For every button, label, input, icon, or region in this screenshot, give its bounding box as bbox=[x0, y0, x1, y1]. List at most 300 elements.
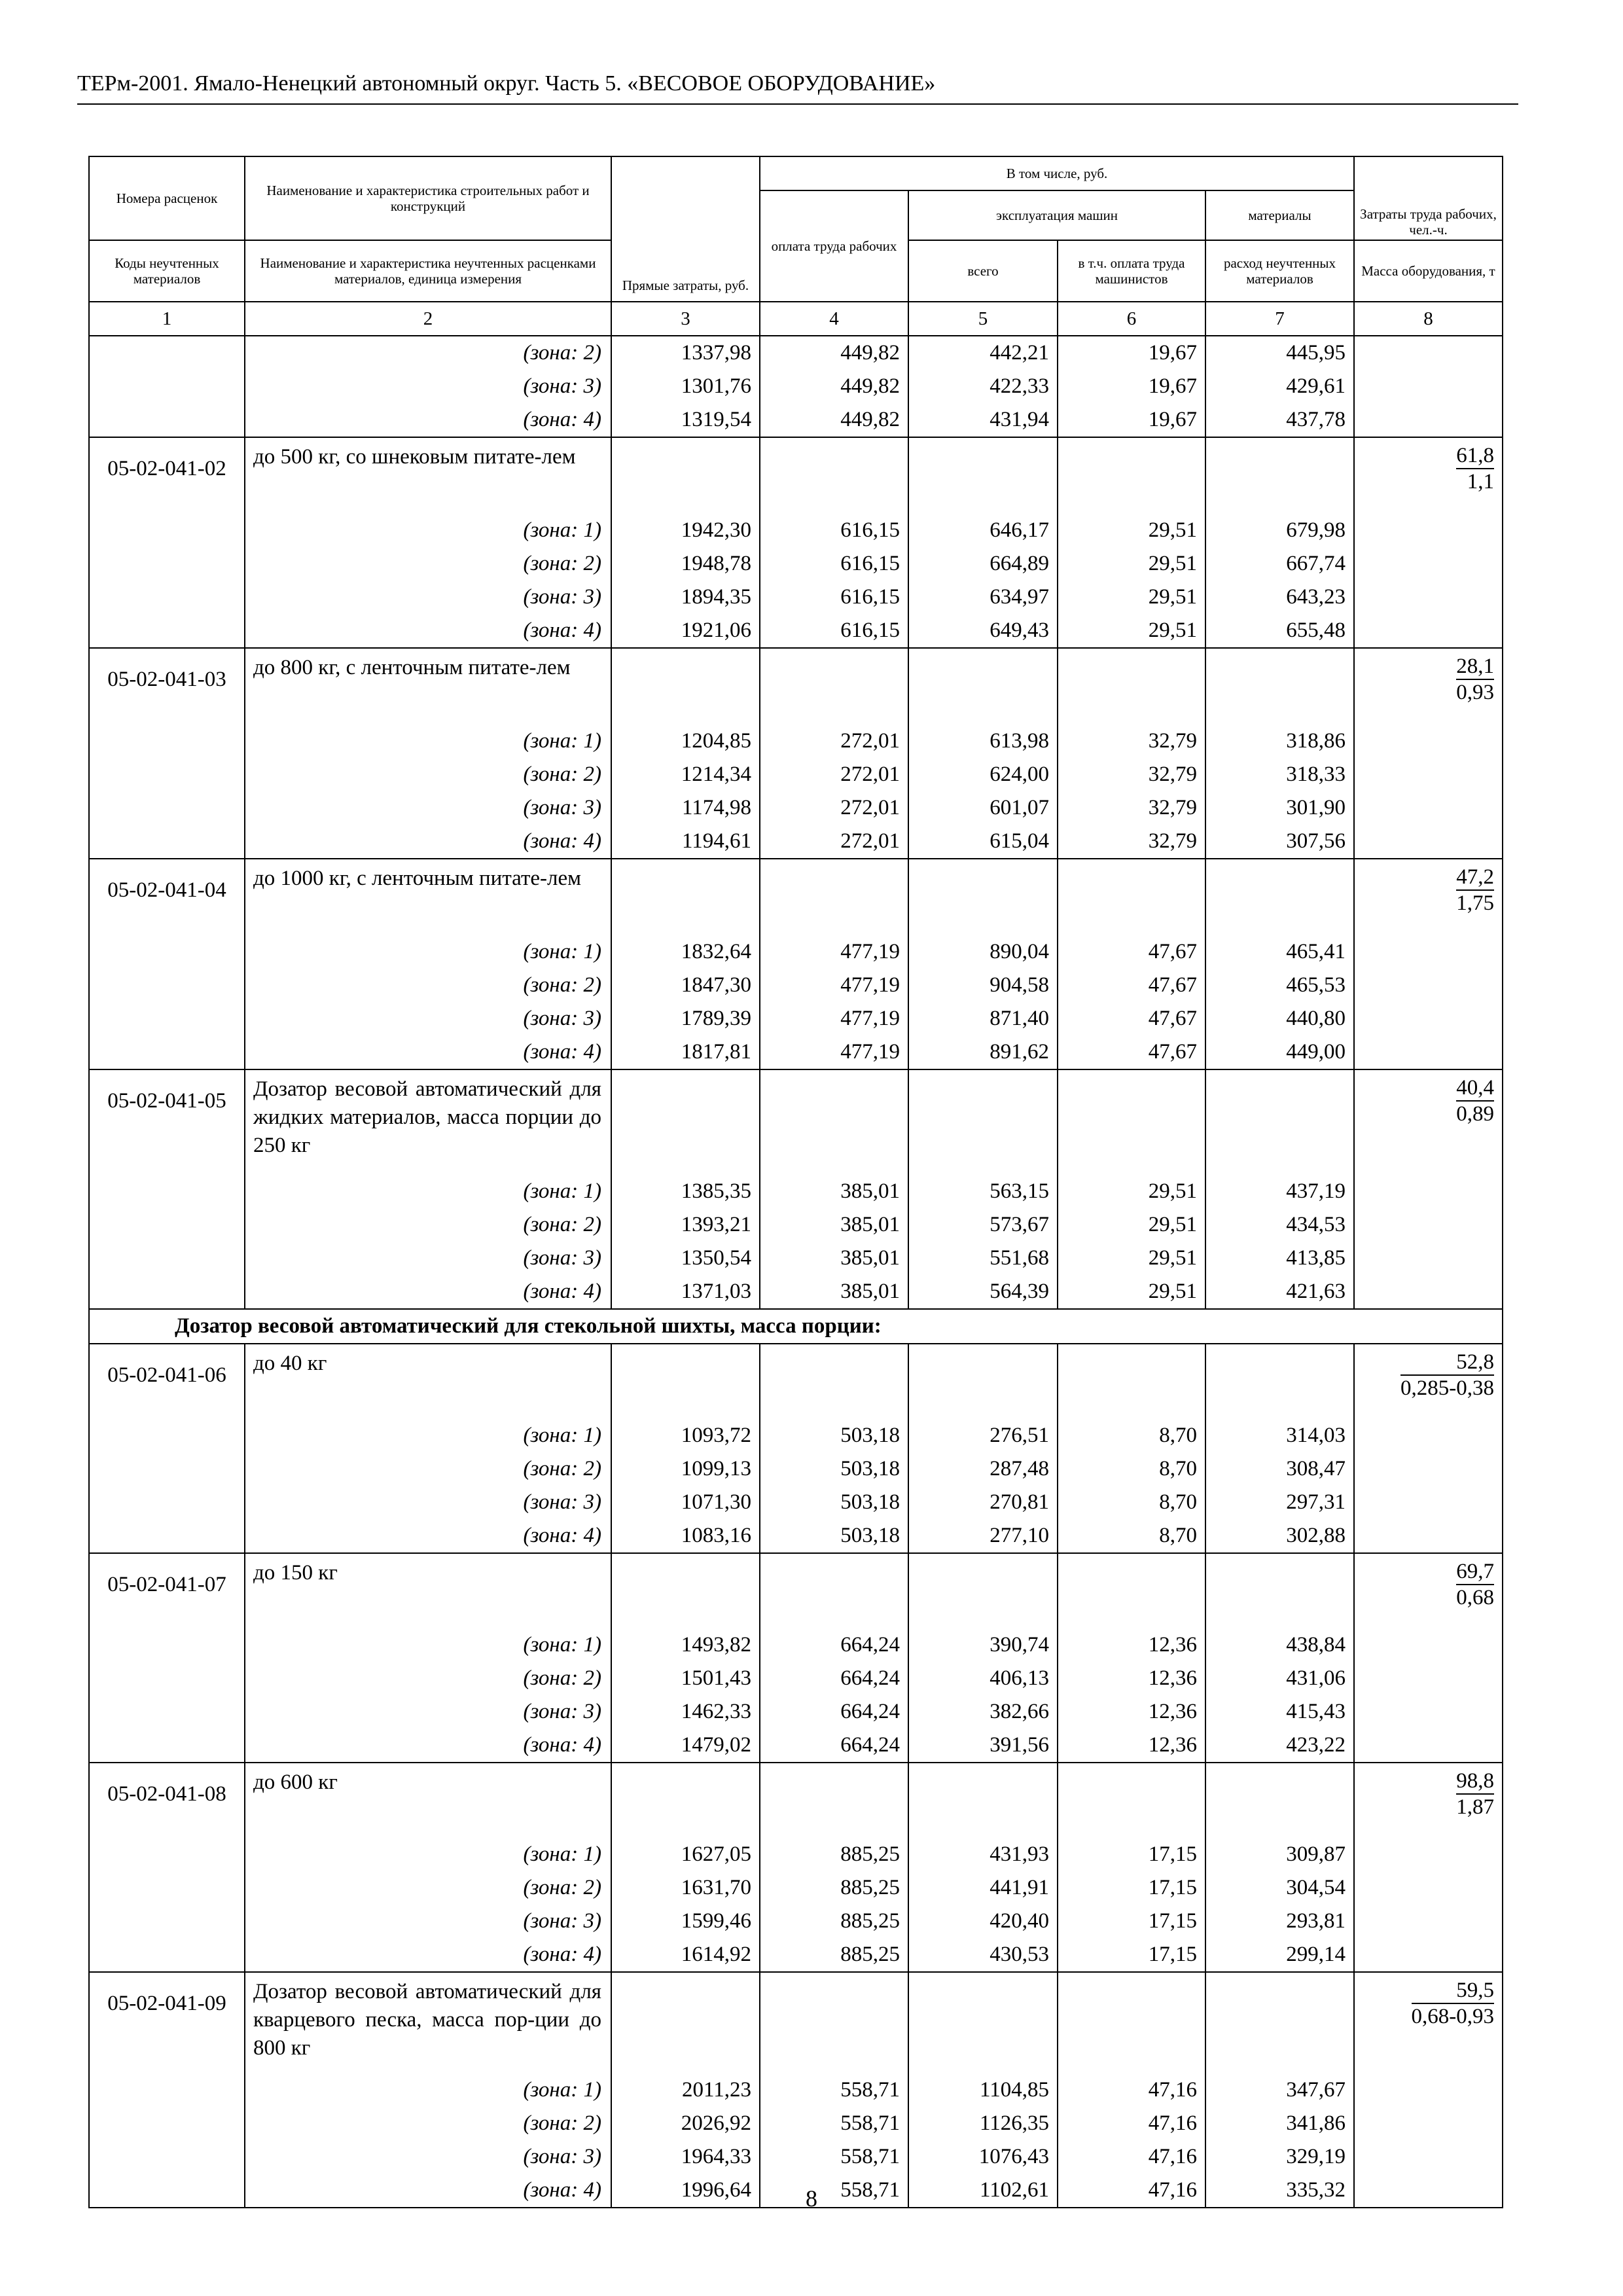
zone-cell bbox=[245, 1695, 611, 1729]
machinist-wage-cell: 19,67 bbox=[1058, 336, 1205, 370]
zone-label: (зона: 3) bbox=[523, 796, 601, 819]
machinist-wage-cell: 47,16 bbox=[1058, 2140, 1205, 2174]
code-cell-empty bbox=[89, 370, 245, 403]
zone-label: (зона: 4) bbox=[523, 408, 601, 431]
machinist-wage-cell: 29,51 bbox=[1058, 614, 1205, 648]
machine-total-cell: 276,51 bbox=[908, 1419, 1058, 1452]
code-cell-empty bbox=[89, 581, 245, 614]
code-cell-empty bbox=[89, 336, 245, 370]
direct-cost-cell: 1319,54 bbox=[611, 403, 760, 437]
table-row bbox=[89, 1242, 1503, 1275]
code-cell-empty bbox=[89, 791, 245, 825]
zone-cell bbox=[245, 825, 611, 859]
zone-cell bbox=[245, 1871, 611, 1905]
materials-cell: 667,74 bbox=[1205, 547, 1354, 581]
empty-cell bbox=[908, 1344, 1058, 1419]
table-row bbox=[89, 1486, 1503, 1519]
direct-cost-cell: 1393,21 bbox=[611, 1208, 760, 1242]
zone-cell bbox=[245, 1662, 611, 1695]
worker-wage-cell: 385,01 bbox=[760, 1175, 908, 1208]
zone-label: (зона: 2) bbox=[523, 973, 601, 997]
code-cell-empty bbox=[89, 1938, 245, 1972]
labor-hours: 47,2 bbox=[1456, 865, 1494, 889]
empty-cell bbox=[1058, 1069, 1205, 1175]
labor-cell-empty bbox=[1354, 1486, 1503, 1519]
rate-code: 05-02-041-07 bbox=[89, 1553, 245, 1628]
page-number: 8 bbox=[806, 2185, 817, 2212]
empty-cell bbox=[1205, 1069, 1354, 1175]
direct-cost-cell: 1371,03 bbox=[611, 1275, 760, 1309]
code-cell-empty bbox=[89, 1035, 245, 1069]
labor-mass-fraction bbox=[1456, 649, 1494, 705]
machine-total-cell: 664,89 bbox=[908, 547, 1058, 581]
materials-cell: 293,81 bbox=[1205, 1905, 1354, 1938]
materials-cell: 438,84 bbox=[1205, 1628, 1354, 1662]
zone-label: (зона: 2) bbox=[523, 552, 601, 575]
table-row bbox=[89, 336, 1503, 370]
machine-total-cell: 287,48 bbox=[908, 1452, 1058, 1486]
labor-mass-cell bbox=[1354, 648, 1503, 725]
direct-cost-cell: 2026,92 bbox=[611, 2107, 760, 2140]
column-number: 6 bbox=[1058, 302, 1205, 336]
worker-wage-cell: 616,15 bbox=[760, 514, 908, 547]
zone-label: (зона: 2) bbox=[523, 762, 601, 786]
direct-cost-cell: 1194,61 bbox=[611, 825, 760, 859]
machine-total-cell: 431,94 bbox=[908, 403, 1058, 437]
code-cell-empty bbox=[89, 725, 245, 758]
machinist-wage-cell: 12,36 bbox=[1058, 1695, 1205, 1729]
machinist-wage-cell: 29,51 bbox=[1058, 1208, 1205, 1242]
machinist-wage-cell: 19,67 bbox=[1058, 370, 1205, 403]
table-row bbox=[89, 935, 1503, 969]
table-row bbox=[89, 1452, 1503, 1486]
column-number: 3 bbox=[611, 302, 760, 336]
materials-cell: 335,32 bbox=[1205, 2174, 1354, 2208]
machinist-wage-cell: 8,70 bbox=[1058, 1486, 1205, 1519]
worker-wage-cell: 503,18 bbox=[760, 1486, 908, 1519]
labor-mass-cell bbox=[1354, 1344, 1503, 1419]
materials-cell: 347,67 bbox=[1205, 2073, 1354, 2107]
zone-label: (зона: 1) bbox=[523, 1179, 601, 1203]
table-row-header bbox=[89, 1069, 1503, 1175]
direct-cost-cell: 1614,92 bbox=[611, 1938, 760, 1972]
code-cell-empty bbox=[89, 1729, 245, 1763]
labor-mass-fraction bbox=[1456, 438, 1494, 494]
labor-cell-empty bbox=[1354, 581, 1503, 614]
zone-label: (зона: 4) bbox=[523, 1524, 601, 1547]
column-number: 8 bbox=[1354, 302, 1503, 336]
section-row bbox=[89, 1309, 1503, 1344]
table-row bbox=[89, 1838, 1503, 1871]
table-row bbox=[89, 1175, 1503, 1208]
direct-cost-cell: 2011,23 bbox=[611, 2073, 760, 2107]
machinist-wage-cell: 47,67 bbox=[1058, 969, 1205, 1002]
machine-total-cell: 601,07 bbox=[908, 791, 1058, 825]
empty-cell bbox=[1205, 1763, 1354, 1838]
zone-label: (зона: 3) bbox=[523, 2145, 601, 2168]
machinist-wage-cell: 19,67 bbox=[1058, 403, 1205, 437]
materials-cell: 465,53 bbox=[1205, 969, 1354, 1002]
direct-cost-cell: 1501,43 bbox=[611, 1662, 760, 1695]
empty-cell bbox=[1205, 859, 1354, 935]
equipment-mass: 1,87 bbox=[1456, 1793, 1494, 1820]
zone-cell bbox=[245, 1002, 611, 1035]
zone-label: (зона: 1) bbox=[523, 518, 601, 542]
zone-cell bbox=[245, 614, 611, 648]
zone-cell bbox=[245, 758, 611, 791]
machine-total-cell: 613,98 bbox=[908, 725, 1058, 758]
labor-cell-empty bbox=[1354, 1871, 1503, 1905]
empty-cell bbox=[760, 1763, 908, 1838]
table-row-header bbox=[89, 1344, 1503, 1419]
zone-cell bbox=[245, 1208, 611, 1242]
labor-cell-empty bbox=[1354, 1905, 1503, 1938]
table-row-header bbox=[89, 648, 1503, 725]
empty-cell bbox=[908, 859, 1058, 935]
machine-total-cell: 406,13 bbox=[908, 1662, 1058, 1695]
labor-hours: 40,4 bbox=[1456, 1076, 1494, 1100]
direct-cost-cell: 1948,78 bbox=[611, 547, 760, 581]
zone-cell bbox=[245, 969, 611, 1002]
direct-cost-cell: 1204,85 bbox=[611, 725, 760, 758]
empty-cell bbox=[1205, 1553, 1354, 1628]
materials-cell: 302,88 bbox=[1205, 1519, 1354, 1553]
labor-cell-empty bbox=[1354, 547, 1503, 581]
zone-cell bbox=[245, 547, 611, 581]
empty-cell bbox=[760, 859, 908, 935]
zone-cell bbox=[245, 1242, 611, 1275]
worker-wage-cell: 272,01 bbox=[760, 791, 908, 825]
machine-total-cell: 391,56 bbox=[908, 1729, 1058, 1763]
zone-label: (зона: 1) bbox=[523, 1424, 601, 1447]
direct-cost-cell: 1350,54 bbox=[611, 1242, 760, 1275]
table-row bbox=[89, 1905, 1503, 1938]
materials-cell: 423,22 bbox=[1205, 1729, 1354, 1763]
empty-cell bbox=[1058, 1344, 1205, 1419]
zone-cell bbox=[245, 1452, 611, 1486]
materials-cell: 307,56 bbox=[1205, 825, 1354, 859]
zone-cell bbox=[245, 1175, 611, 1208]
column-number: 1 bbox=[89, 302, 245, 336]
empty-cell bbox=[611, 437, 760, 514]
zone-label: (зона: 4) bbox=[523, 1733, 601, 1757]
machinist-wage-cell: 29,51 bbox=[1058, 514, 1205, 547]
zone-label: (зона: 4) bbox=[523, 1280, 601, 1303]
code-cell-empty bbox=[89, 2140, 245, 2174]
labor-cell-empty bbox=[1354, 825, 1503, 859]
worker-wage-cell: 477,19 bbox=[760, 935, 908, 969]
equipment-mass: 0,68 bbox=[1456, 1584, 1494, 1610]
zone-label: (зона: 4) bbox=[523, 2178, 601, 2202]
zone-cell bbox=[245, 791, 611, 825]
table-row bbox=[89, 614, 1503, 648]
empty-cell bbox=[1058, 1972, 1205, 2073]
materials-cell: 437,19 bbox=[1205, 1175, 1354, 1208]
zone-label: (зона: 2) bbox=[523, 1666, 601, 1690]
code-cell-empty bbox=[89, 1208, 245, 1242]
work-description: Дозатор весовой автоматический для кварцевого песка, масса пор-ции до 800 кг bbox=[245, 1972, 611, 2073]
rate-code: 05-02-041-09 bbox=[89, 1972, 245, 2073]
code-cell-empty bbox=[89, 547, 245, 581]
labor-cell-empty bbox=[1354, 1662, 1503, 1695]
materials-cell: 449,00 bbox=[1205, 1035, 1354, 1069]
empty-cell bbox=[908, 1763, 1058, 1838]
code-cell-empty bbox=[89, 614, 245, 648]
empty-cell bbox=[908, 1553, 1058, 1628]
machine-total-cell: 551,68 bbox=[908, 1242, 1058, 1275]
empty-cell bbox=[1058, 1763, 1205, 1838]
materials-cell: 437,78 bbox=[1205, 403, 1354, 437]
direct-cost-cell: 1996,64 bbox=[611, 2174, 760, 2208]
table-row-header bbox=[89, 1763, 1503, 1838]
labor-cell-empty bbox=[1354, 725, 1503, 758]
labor-mass-cell bbox=[1354, 1553, 1503, 1628]
code-cell-empty bbox=[89, 1695, 245, 1729]
code-cell-empty bbox=[89, 514, 245, 547]
machinist-wage-cell: 47,16 bbox=[1058, 2107, 1205, 2140]
rate-code: 05-02-041-08 bbox=[89, 1763, 245, 1838]
zone-label: (зона: 3) bbox=[523, 1246, 601, 1270]
zone-label: (зона: 2) bbox=[523, 2111, 601, 2135]
worker-wage-cell: 477,19 bbox=[760, 969, 908, 1002]
machinist-wage-cell: 29,51 bbox=[1058, 1275, 1205, 1309]
labor-cell-empty bbox=[1354, 2140, 1503, 2174]
code-cell-empty bbox=[89, 1519, 245, 1553]
labor-mass-fraction bbox=[1456, 1070, 1494, 1126]
machine-total-cell: 422,33 bbox=[908, 370, 1058, 403]
machine-total-cell: 390,74 bbox=[908, 1628, 1058, 1662]
table-row-header bbox=[89, 1553, 1503, 1628]
worker-wage-cell: 272,01 bbox=[760, 758, 908, 791]
empty-cell bbox=[611, 1344, 760, 1419]
machine-total-cell: 431,93 bbox=[908, 1838, 1058, 1871]
machinist-wage-cell: 29,51 bbox=[1058, 581, 1205, 614]
code-cell-empty bbox=[89, 1175, 245, 1208]
table-row bbox=[89, 1519, 1503, 1553]
worker-wage-cell: 885,25 bbox=[760, 1871, 908, 1905]
machine-total-cell: 1102,61 bbox=[908, 2174, 1058, 2208]
labor-hours: 59,5 bbox=[1456, 1979, 1494, 2002]
table-row bbox=[89, 2073, 1503, 2107]
direct-cost-cell: 1214,34 bbox=[611, 758, 760, 791]
machine-total-cell: 904,58 bbox=[908, 969, 1058, 1002]
table-row bbox=[89, 1419, 1503, 1452]
col-5-header: всего bbox=[908, 240, 1058, 302]
col-1-top-header: Номера расценок bbox=[89, 156, 245, 240]
worker-wage-cell: 664,24 bbox=[760, 1695, 908, 1729]
empty-cell bbox=[908, 1069, 1058, 1175]
materials-cell: 415,43 bbox=[1205, 1695, 1354, 1729]
empty-cell bbox=[908, 1972, 1058, 2073]
empty-cell bbox=[760, 1972, 908, 2073]
direct-cost-cell: 1631,70 bbox=[611, 1871, 760, 1905]
col-2-bottom-header: Наименование и характеристика неучтенных расценками материалов, единица измерения bbox=[245, 240, 611, 302]
header-rule bbox=[77, 103, 1518, 105]
equipment-mass: 0,89 bbox=[1456, 1100, 1494, 1126]
labor-cell-empty bbox=[1354, 969, 1503, 1002]
equipment-mass: 1,75 bbox=[1456, 889, 1494, 916]
table-row bbox=[89, 791, 1503, 825]
col-6-header: в т.ч. оплата труда машинистов bbox=[1058, 240, 1205, 302]
worker-wage-cell: 385,01 bbox=[760, 1275, 908, 1309]
empty-cell bbox=[1205, 1972, 1354, 2073]
labor-cell-empty bbox=[1354, 2073, 1503, 2107]
code-cell-empty bbox=[89, 969, 245, 1002]
materials-cell: 318,33 bbox=[1205, 758, 1354, 791]
machine-total-cell: 573,67 bbox=[908, 1208, 1058, 1242]
worker-wage-cell: 449,82 bbox=[760, 336, 908, 370]
code-cell-empty bbox=[89, 2107, 245, 2140]
materials-cell: 297,31 bbox=[1205, 1486, 1354, 1519]
code-cell-empty bbox=[89, 1838, 245, 1871]
labor-cell-empty bbox=[1354, 1838, 1503, 1871]
table-row bbox=[89, 1695, 1503, 1729]
worker-wage-cell: 664,24 bbox=[760, 1729, 908, 1763]
labor-cell-empty bbox=[1354, 614, 1503, 648]
zone-label: (зона: 2) bbox=[523, 1213, 601, 1236]
code-cell-empty bbox=[89, 758, 245, 791]
zone-label: (зона: 3) bbox=[523, 585, 601, 609]
labor-cell-empty bbox=[1354, 1002, 1503, 1035]
section-title: Дозатор весовой автоматический для стекольной шихты, масса порции: bbox=[89, 1309, 1503, 1344]
worker-wage-cell: 664,24 bbox=[760, 1662, 908, 1695]
worker-wage-cell: 503,18 bbox=[760, 1419, 908, 1452]
work-description: до 500 кг, со шнековым питате-лем bbox=[245, 437, 611, 514]
empty-cell bbox=[611, 1553, 760, 1628]
empty-cell bbox=[760, 1344, 908, 1419]
table-row bbox=[89, 1035, 1503, 1069]
machinist-wage-cell: 47,67 bbox=[1058, 1002, 1205, 1035]
direct-cost-cell: 1894,35 bbox=[611, 581, 760, 614]
materials-cell: 301,90 bbox=[1205, 791, 1354, 825]
table-row bbox=[89, 370, 1503, 403]
work-description: до 40 кг bbox=[245, 1344, 611, 1419]
direct-cost-cell: 1462,33 bbox=[611, 1695, 760, 1729]
rate-code: 05-02-041-04 bbox=[89, 859, 245, 935]
materials-cell: 308,47 bbox=[1205, 1452, 1354, 1486]
worker-wage-cell: 664,24 bbox=[760, 1628, 908, 1662]
empty-cell bbox=[1058, 648, 1205, 725]
labor-mass-fraction bbox=[1412, 1973, 1495, 2029]
code-cell-empty bbox=[89, 1628, 245, 1662]
zone-label: (зона: 1) bbox=[523, 940, 601, 963]
code-cell-empty bbox=[89, 1905, 245, 1938]
zone-label: (зона: 1) bbox=[523, 2078, 601, 2102]
labor-hours: 61,8 bbox=[1456, 444, 1494, 467]
table-row bbox=[89, 547, 1503, 581]
labor-cell-empty bbox=[1354, 935, 1503, 969]
code-cell-empty bbox=[89, 1002, 245, 1035]
empty-cell bbox=[611, 1972, 760, 2073]
labor-cell-empty bbox=[1354, 1452, 1503, 1486]
machine-total-cell: 1126,35 bbox=[908, 2107, 1058, 2140]
direct-cost-cell: 1942,30 bbox=[611, 514, 760, 547]
equipment-mass: 0,285-0,38 bbox=[1400, 1374, 1494, 1401]
machines-header: эксплуатация машин bbox=[908, 190, 1205, 240]
worker-wage-cell: 616,15 bbox=[760, 547, 908, 581]
direct-cost-cell: 1964,33 bbox=[611, 2140, 760, 2174]
worker-wage-cell: 885,25 bbox=[760, 1838, 908, 1871]
worker-wage-cell: 477,19 bbox=[760, 1035, 908, 1069]
table-row bbox=[89, 1275, 1503, 1309]
code-cell-empty bbox=[89, 1419, 245, 1452]
table-row bbox=[89, 1938, 1503, 1972]
worker-wage-cell: 885,25 bbox=[760, 1905, 908, 1938]
document-header: ТЕРм-2001. Ямало-Ненецкий автономный округ. Часть 5. «ВЕСОВОЕ ОБОРУДОВАНИЕ» bbox=[77, 71, 936, 96]
direct-cost-cell: 1817,81 bbox=[611, 1035, 760, 1069]
empty-cell bbox=[1205, 1344, 1354, 1419]
machine-total-cell: 563,15 bbox=[908, 1175, 1058, 1208]
col-3-header: Прямые затраты, руб. bbox=[611, 156, 760, 302]
materials-cell: 655,48 bbox=[1205, 614, 1354, 648]
empty-cell bbox=[760, 1069, 908, 1175]
zone-cell bbox=[245, 1729, 611, 1763]
table-row-header bbox=[89, 859, 1503, 935]
machine-total-cell: 441,91 bbox=[908, 1871, 1058, 1905]
machine-total-cell: 891,62 bbox=[908, 1035, 1058, 1069]
table-row bbox=[89, 825, 1503, 859]
zone-cell bbox=[245, 2073, 611, 2107]
labor-cell-empty bbox=[1354, 1729, 1503, 1763]
worker-wage-cell: 558,71 bbox=[760, 2140, 908, 2174]
materials-cell: 341,86 bbox=[1205, 2107, 1354, 2140]
machine-total-cell: 442,21 bbox=[908, 336, 1058, 370]
code-cell-empty bbox=[89, 1242, 245, 1275]
labor-mass-fraction bbox=[1456, 1554, 1494, 1610]
direct-cost-cell: 1385,35 bbox=[611, 1175, 760, 1208]
column-number: 2 bbox=[245, 302, 611, 336]
zone-label: (зона: 2) bbox=[523, 1457, 601, 1480]
work-description: до 600 кг bbox=[245, 1763, 611, 1838]
machinist-wage-cell: 32,79 bbox=[1058, 758, 1205, 791]
code-cell-empty bbox=[89, 1275, 245, 1309]
empty-cell bbox=[908, 437, 1058, 514]
machinist-wage-cell: 47,16 bbox=[1058, 2174, 1205, 2208]
labor-cell-empty bbox=[1354, 1419, 1503, 1452]
machine-total-cell: 1076,43 bbox=[908, 2140, 1058, 2174]
table-row-header bbox=[89, 1972, 1503, 2073]
zone-cell bbox=[245, 1419, 611, 1452]
labor-cell-empty bbox=[1354, 1275, 1503, 1309]
labor-cell-empty bbox=[1354, 1519, 1503, 1553]
direct-cost-cell: 1479,02 bbox=[611, 1729, 760, 1763]
materials-cell: 445,95 bbox=[1205, 336, 1354, 370]
machine-total-cell: 871,40 bbox=[908, 1002, 1058, 1035]
direct-cost-cell: 1337,98 bbox=[611, 336, 760, 370]
worker-wage-cell: 272,01 bbox=[760, 725, 908, 758]
zone-cell bbox=[245, 1275, 611, 1309]
table-row bbox=[89, 1628, 1503, 1662]
work-description: Дозатор весовой автоматический для жидких материалов, масса порции до 250 кг bbox=[245, 1069, 611, 1175]
rate-code: 05-02-041-03 bbox=[89, 648, 245, 725]
work-description: до 1000 кг, с ленточным питате-лем bbox=[245, 859, 611, 935]
machinist-wage-cell: 12,36 bbox=[1058, 1729, 1205, 1763]
worker-wage-cell: 616,15 bbox=[760, 581, 908, 614]
col-2-top-header: Наименование и характеристика строительных работ и конструкций bbox=[245, 156, 611, 240]
code-cell-empty bbox=[89, 1486, 245, 1519]
machine-total-cell: 646,17 bbox=[908, 514, 1058, 547]
direct-cost-cell: 1847,30 bbox=[611, 969, 760, 1002]
machine-total-cell: 430,53 bbox=[908, 1938, 1058, 1972]
labor-cell-empty bbox=[1354, 1242, 1503, 1275]
work-description: до 800 кг, с ленточным питате-лем bbox=[245, 648, 611, 725]
table-row bbox=[89, 1002, 1503, 1035]
zone-cell bbox=[245, 1519, 611, 1553]
labor-cell-empty bbox=[1354, 1938, 1503, 1972]
labor-cell-empty bbox=[1354, 2107, 1503, 2140]
labor-cell-empty bbox=[1354, 514, 1503, 547]
worker-wage-cell: 616,15 bbox=[760, 614, 908, 648]
